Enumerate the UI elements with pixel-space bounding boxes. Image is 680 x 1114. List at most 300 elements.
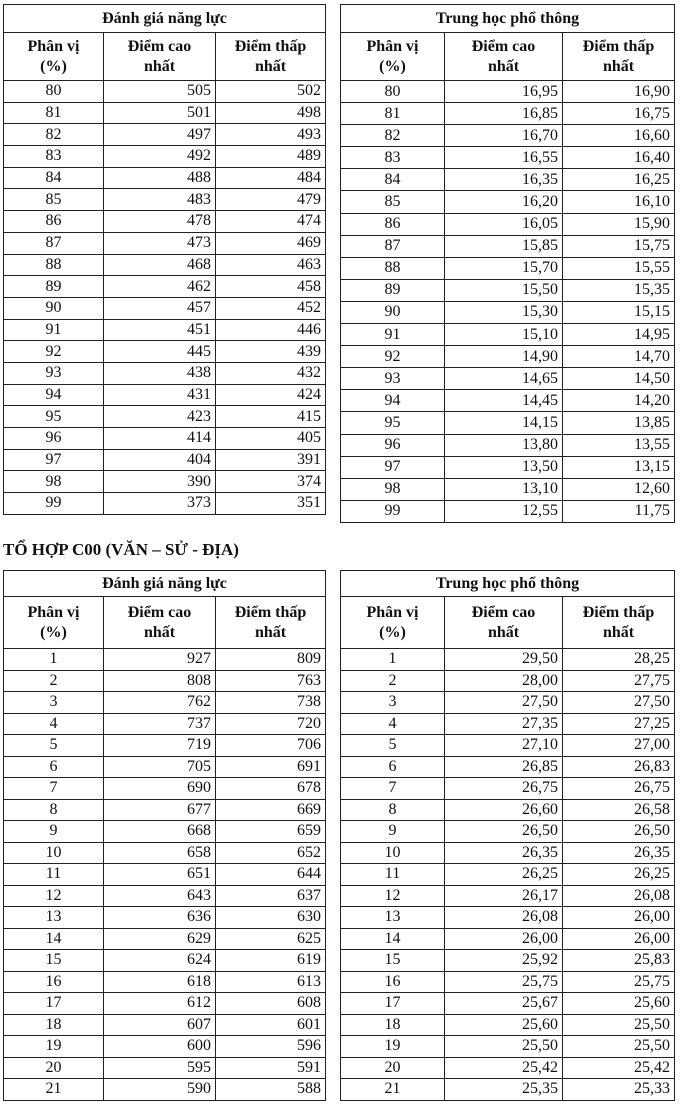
cell-percentile: 83 (341, 147, 445, 169)
cell-percentile: 95 (341, 412, 445, 434)
cell-low: 439 (216, 341, 326, 363)
cell-low: 25,60 (563, 993, 675, 1015)
cell-high: 15,30 (445, 301, 563, 323)
table-row (341, 907, 675, 929)
cell-percentile: 11 (4, 864, 104, 886)
cell-high: 25,50 (445, 1036, 563, 1058)
cell-high: 505 (104, 81, 216, 103)
cell-low: 601 (216, 1014, 326, 1036)
cell-low: 26,83 (563, 756, 675, 778)
cell-percentile: 19 (341, 1036, 445, 1058)
table-row (4, 649, 326, 671)
cell-low: 463 (216, 254, 326, 276)
table-row (4, 1079, 326, 1101)
cell-low: 26,00 (563, 907, 675, 929)
cell-percentile: 91 (341, 324, 445, 346)
cell-low: 691 (216, 756, 326, 778)
cell-percentile: 12 (341, 885, 445, 907)
table-row (4, 799, 326, 821)
table-row (4, 971, 326, 993)
cell-high: 483 (104, 189, 216, 211)
cell-low: 669 (216, 799, 326, 821)
cell-percentile: 21 (4, 1079, 104, 1101)
cell-high: 488 (104, 167, 216, 189)
cell-percentile: 18 (4, 1014, 104, 1036)
cell-high: 25,67 (445, 993, 563, 1015)
table-row (4, 124, 326, 146)
table-row (341, 346, 675, 368)
cell-low: 415 (216, 406, 326, 428)
table-row (341, 670, 675, 692)
cell-low: 26,35 (563, 842, 675, 864)
table-row (341, 1014, 675, 1036)
table-row (341, 950, 675, 972)
cell-percentile: 97 (4, 449, 104, 471)
table-row (341, 235, 675, 257)
cell-low: 16,60 (563, 125, 675, 147)
cell-low: 625 (216, 928, 326, 950)
cell-low: 16,90 (563, 81, 675, 103)
cell-high: 607 (104, 1014, 216, 1036)
cell-high: 629 (104, 928, 216, 950)
cell-percentile: 8 (341, 799, 445, 821)
cell-high: 26,17 (445, 885, 563, 907)
cell-percentile: 17 (341, 993, 445, 1015)
table-row (4, 81, 326, 103)
cell-percentile: 9 (4, 821, 104, 843)
cell-low: 374 (216, 471, 326, 493)
cell-percentile: 86 (341, 213, 445, 235)
cell-high: 737 (104, 713, 216, 735)
cell-percentile: 6 (341, 756, 445, 778)
cell-percentile: 82 (4, 124, 104, 146)
cell-high: 27,50 (445, 692, 563, 714)
col-high-header: Điểm cao nhất (445, 33, 563, 81)
col-percentile-header: Phân vị (%) (341, 33, 445, 81)
cell-low: 15,15 (563, 301, 675, 323)
cell-low: 15,75 (563, 235, 675, 257)
cell-percentile: 20 (4, 1057, 104, 1079)
cell-percentile: 19 (4, 1036, 104, 1058)
cell-high: 12,55 (445, 500, 563, 522)
table-row (4, 842, 326, 864)
cell-high: 719 (104, 735, 216, 757)
cell-percentile: 13 (341, 907, 445, 929)
cell-high: 27,35 (445, 713, 563, 735)
col-high-header: Điểm cao nhất (104, 597, 216, 649)
cell-percentile: 80 (4, 81, 104, 103)
cell-high: 390 (104, 471, 216, 493)
table-row (341, 971, 675, 993)
cell-high: 468 (104, 254, 216, 276)
cell-percentile: 95 (4, 406, 104, 428)
cell-high: 15,70 (445, 257, 563, 279)
table-row (4, 1014, 326, 1036)
table-row (4, 146, 326, 168)
cell-high: 445 (104, 341, 216, 363)
table-row (4, 167, 326, 189)
cell-low: 502 (216, 81, 326, 103)
table-row (4, 778, 326, 800)
cell-percentile: 9 (341, 821, 445, 843)
cell-high: 705 (104, 756, 216, 778)
cell-percentile: 96 (4, 428, 104, 450)
cell-high: 26,75 (445, 778, 563, 800)
cell-percentile: 7 (4, 778, 104, 800)
cell-high: 462 (104, 276, 216, 298)
col-high-header: Điểm cao nhất (104, 33, 216, 81)
table-row (4, 102, 326, 124)
cell-high: 414 (104, 428, 216, 450)
table-row (341, 799, 675, 821)
cell-high: 438 (104, 362, 216, 384)
table-row (341, 301, 675, 323)
cell-high: 492 (104, 146, 216, 168)
table-row (4, 297, 326, 319)
cell-percentile: 20 (341, 1057, 445, 1079)
cell-high: 478 (104, 211, 216, 233)
cell-percentile: 2 (341, 670, 445, 692)
table-row (341, 456, 675, 478)
cell-percentile: 10 (341, 842, 445, 864)
table-row (4, 756, 326, 778)
cell-low: 14,95 (563, 324, 675, 346)
table-row (341, 434, 675, 456)
cell-low: 493 (216, 124, 326, 146)
cell-low: 14,50 (563, 368, 675, 390)
table-row (4, 821, 326, 843)
table-row (341, 390, 675, 412)
cell-high: 808 (104, 670, 216, 692)
table-row (341, 778, 675, 800)
cell-percentile: 15 (4, 950, 104, 972)
cell-high: 14,15 (445, 412, 563, 434)
cell-low: 16,40 (563, 147, 675, 169)
cell-percentile: 84 (341, 169, 445, 191)
table-row (4, 211, 326, 233)
cell-low: 720 (216, 713, 326, 735)
cell-high: 473 (104, 232, 216, 254)
cell-low: 613 (216, 971, 326, 993)
cell-low: 498 (216, 102, 326, 124)
col-high-header: Điểm cao nhất (445, 597, 563, 649)
table-row (4, 384, 326, 406)
cell-high: 15,85 (445, 235, 563, 257)
cell-low: 424 (216, 384, 326, 406)
cell-low: 25,75 (563, 971, 675, 993)
table-row (4, 670, 326, 692)
table-row (341, 191, 675, 213)
cell-percentile: 1 (4, 649, 104, 671)
cell-high: 373 (104, 493, 216, 515)
table-row (341, 993, 675, 1015)
cell-percentile: 87 (341, 235, 445, 257)
cell-percentile: 84 (4, 167, 104, 189)
cell-low: 809 (216, 649, 326, 671)
cell-high: 29,50 (445, 649, 563, 671)
cell-low: 678 (216, 778, 326, 800)
table-row (4, 362, 326, 384)
table-c00-dgnl (3, 570, 326, 1101)
cell-low: 25,42 (563, 1057, 675, 1079)
table-row (341, 649, 675, 671)
cell-low: 26,00 (563, 928, 675, 950)
cell-percentile: 89 (341, 279, 445, 301)
cell-percentile: 94 (4, 384, 104, 406)
cell-high: 26,60 (445, 799, 563, 821)
cell-high: 624 (104, 950, 216, 972)
cell-low: 432 (216, 362, 326, 384)
cell-low: 391 (216, 449, 326, 471)
table-row (4, 928, 326, 950)
col-low-header: Điểm thấp nhất (563, 597, 675, 649)
table-row (341, 125, 675, 147)
table-row (4, 713, 326, 735)
cell-low: 630 (216, 907, 326, 929)
table-caption: Đánh giá năng lực (4, 5, 326, 33)
table-row (4, 950, 326, 972)
table-row (4, 692, 326, 714)
cell-percentile: 87 (4, 232, 104, 254)
cell-low: 27,75 (563, 670, 675, 692)
cell-low: 25,33 (563, 1079, 675, 1101)
cell-high: 13,80 (445, 434, 563, 456)
table-row (341, 500, 675, 522)
table-row (341, 821, 675, 843)
cell-percentile: 82 (341, 125, 445, 147)
cell-percentile: 21 (341, 1079, 445, 1101)
cell-percentile: 81 (4, 102, 104, 124)
cell-high: 690 (104, 778, 216, 800)
table-row (4, 319, 326, 341)
cell-low: 608 (216, 993, 326, 1015)
cell-low: 596 (216, 1036, 326, 1058)
cell-percentile: 92 (4, 341, 104, 363)
cell-percentile: 89 (4, 276, 104, 298)
cell-low: 446 (216, 319, 326, 341)
section-title-c00: TỔ HỢP C00 (VĂN – SỬ - ĐỊA) (3, 540, 239, 559)
cell-percentile: 14 (341, 928, 445, 950)
table-row (341, 412, 675, 434)
table-row (4, 1036, 326, 1058)
table-row (341, 257, 675, 279)
table-row (341, 1036, 675, 1058)
cell-low: 763 (216, 670, 326, 692)
cell-percentile: 85 (4, 189, 104, 211)
cell-low: 27,00 (563, 735, 675, 757)
cell-percentile: 81 (341, 103, 445, 125)
cell-percentile: 88 (341, 257, 445, 279)
table-caption: Trung học phổ thông (341, 5, 675, 33)
table-row (341, 842, 675, 864)
cell-low: 484 (216, 167, 326, 189)
cell-low: 11,75 (563, 500, 675, 522)
table-row (4, 1057, 326, 1079)
cell-percentile: 96 (341, 434, 445, 456)
table-row (4, 493, 326, 515)
cell-percentile: 3 (4, 692, 104, 714)
cell-percentile: 14 (4, 928, 104, 950)
cell-low: 479 (216, 189, 326, 211)
cell-high: 14,90 (445, 346, 563, 368)
cell-low: 16,75 (563, 103, 675, 125)
table-row (4, 428, 326, 450)
cell-low: 489 (216, 146, 326, 168)
cell-low: 26,25 (563, 864, 675, 886)
cell-high: 590 (104, 1079, 216, 1101)
col-percentile-header: Phân vị (%) (4, 33, 104, 81)
cell-low: 25,50 (563, 1036, 675, 1058)
cell-percentile: 86 (4, 211, 104, 233)
cell-low: 15,90 (563, 213, 675, 235)
cell-percentile: 16 (4, 971, 104, 993)
cell-percentile: 88 (4, 254, 104, 276)
table-row (341, 928, 675, 950)
cell-high: 26,00 (445, 928, 563, 950)
table-row (341, 279, 675, 301)
col-low-header: Điểm thấp nhất (563, 33, 675, 81)
col-percentile-header: Phân vị (%) (341, 597, 445, 649)
cell-high: 25,92 (445, 950, 563, 972)
cell-high: 423 (104, 406, 216, 428)
table-row (341, 864, 675, 886)
cell-high: 16,85 (445, 103, 563, 125)
cell-low: 26,58 (563, 799, 675, 821)
table-c00-thpt (340, 570, 675, 1101)
cell-high: 15,50 (445, 279, 563, 301)
cell-percentile: 4 (341, 713, 445, 735)
cell-percentile: 1 (341, 649, 445, 671)
table-row (341, 103, 675, 125)
cell-high: 14,65 (445, 368, 563, 390)
table-row (341, 147, 675, 169)
cell-low: 452 (216, 297, 326, 319)
cell-high: 25,60 (445, 1014, 563, 1036)
table-row (341, 169, 675, 191)
cell-low: 738 (216, 692, 326, 714)
table-row (341, 81, 675, 103)
cell-low: 588 (216, 1079, 326, 1101)
table-top-thpt (340, 4, 675, 523)
cell-high: 26,08 (445, 907, 563, 929)
cell-low: 16,10 (563, 191, 675, 213)
table-row (4, 471, 326, 493)
cell-percentile: 85 (341, 191, 445, 213)
table-row (4, 449, 326, 471)
cell-high: 16,05 (445, 213, 563, 235)
table-row (4, 864, 326, 886)
cell-percentile: 97 (341, 456, 445, 478)
cell-low: 14,70 (563, 346, 675, 368)
cell-low: 637 (216, 885, 326, 907)
cell-low: 12,60 (563, 478, 675, 500)
cell-percentile: 83 (4, 146, 104, 168)
cell-high: 13,50 (445, 456, 563, 478)
cell-percentile: 90 (341, 301, 445, 323)
cell-percentile: 94 (341, 390, 445, 412)
cell-high: 600 (104, 1036, 216, 1058)
cell-high: 457 (104, 297, 216, 319)
cell-percentile: 16 (341, 971, 445, 993)
cell-percentile: 8 (4, 799, 104, 821)
cell-high: 26,85 (445, 756, 563, 778)
cell-percentile: 3 (341, 692, 445, 714)
cell-percentile: 6 (4, 756, 104, 778)
cell-high: 497 (104, 124, 216, 146)
cell-high: 25,35 (445, 1079, 563, 1101)
cell-low: 14,20 (563, 390, 675, 412)
cell-high: 431 (104, 384, 216, 406)
cell-high: 16,55 (445, 147, 563, 169)
cell-percentile: 93 (341, 368, 445, 390)
cell-high: 25,42 (445, 1057, 563, 1079)
cell-high: 636 (104, 907, 216, 929)
cell-high: 16,20 (445, 191, 563, 213)
cell-high: 16,70 (445, 125, 563, 147)
cell-high: 26,35 (445, 842, 563, 864)
table-row (4, 232, 326, 254)
cell-high: 16,95 (445, 81, 563, 103)
table-row (4, 993, 326, 1015)
table-row (341, 478, 675, 500)
cell-percentile: 98 (341, 478, 445, 500)
cell-high: 28,00 (445, 670, 563, 692)
cell-high: 26,25 (445, 864, 563, 886)
table-row (341, 368, 675, 390)
cell-percentile: 80 (341, 81, 445, 103)
col-low-header: Điểm thấp nhất (216, 597, 326, 649)
cell-percentile: 10 (4, 842, 104, 864)
cell-low: 15,35 (563, 279, 675, 301)
cell-high: 677 (104, 799, 216, 821)
cell-percentile: 15 (341, 950, 445, 972)
cell-percentile: 5 (4, 735, 104, 757)
cell-high: 404 (104, 449, 216, 471)
cell-percentile: 7 (341, 778, 445, 800)
cell-percentile: 12 (4, 885, 104, 907)
table-row (341, 213, 675, 235)
cell-high: 595 (104, 1057, 216, 1079)
col-percentile-header: Phân vị (%) (4, 597, 104, 649)
cell-high: 501 (104, 102, 216, 124)
cell-percentile: 91 (4, 319, 104, 341)
cell-percentile: 4 (4, 713, 104, 735)
cell-high: 927 (104, 649, 216, 671)
cell-high: 618 (104, 971, 216, 993)
cell-low: 659 (216, 821, 326, 843)
table-row (4, 276, 326, 298)
cell-high: 762 (104, 692, 216, 714)
cell-high: 25,75 (445, 971, 563, 993)
cell-percentile: 99 (341, 500, 445, 522)
table-row (341, 1079, 675, 1101)
cell-percentile: 98 (4, 471, 104, 493)
table-row (341, 885, 675, 907)
cell-low: 13,15 (563, 456, 675, 478)
cell-low: 652 (216, 842, 326, 864)
cell-percentile: 13 (4, 907, 104, 929)
table-row (341, 1057, 675, 1079)
cell-percentile: 90 (4, 297, 104, 319)
cell-low: 15,55 (563, 257, 675, 279)
cell-high: 27,10 (445, 735, 563, 757)
table-row (4, 406, 326, 428)
cell-low: 25,83 (563, 950, 675, 972)
cell-low: 351 (216, 493, 326, 515)
cell-high: 14,45 (445, 390, 563, 412)
cell-low: 27,50 (563, 692, 675, 714)
cell-low: 26,50 (563, 821, 675, 843)
